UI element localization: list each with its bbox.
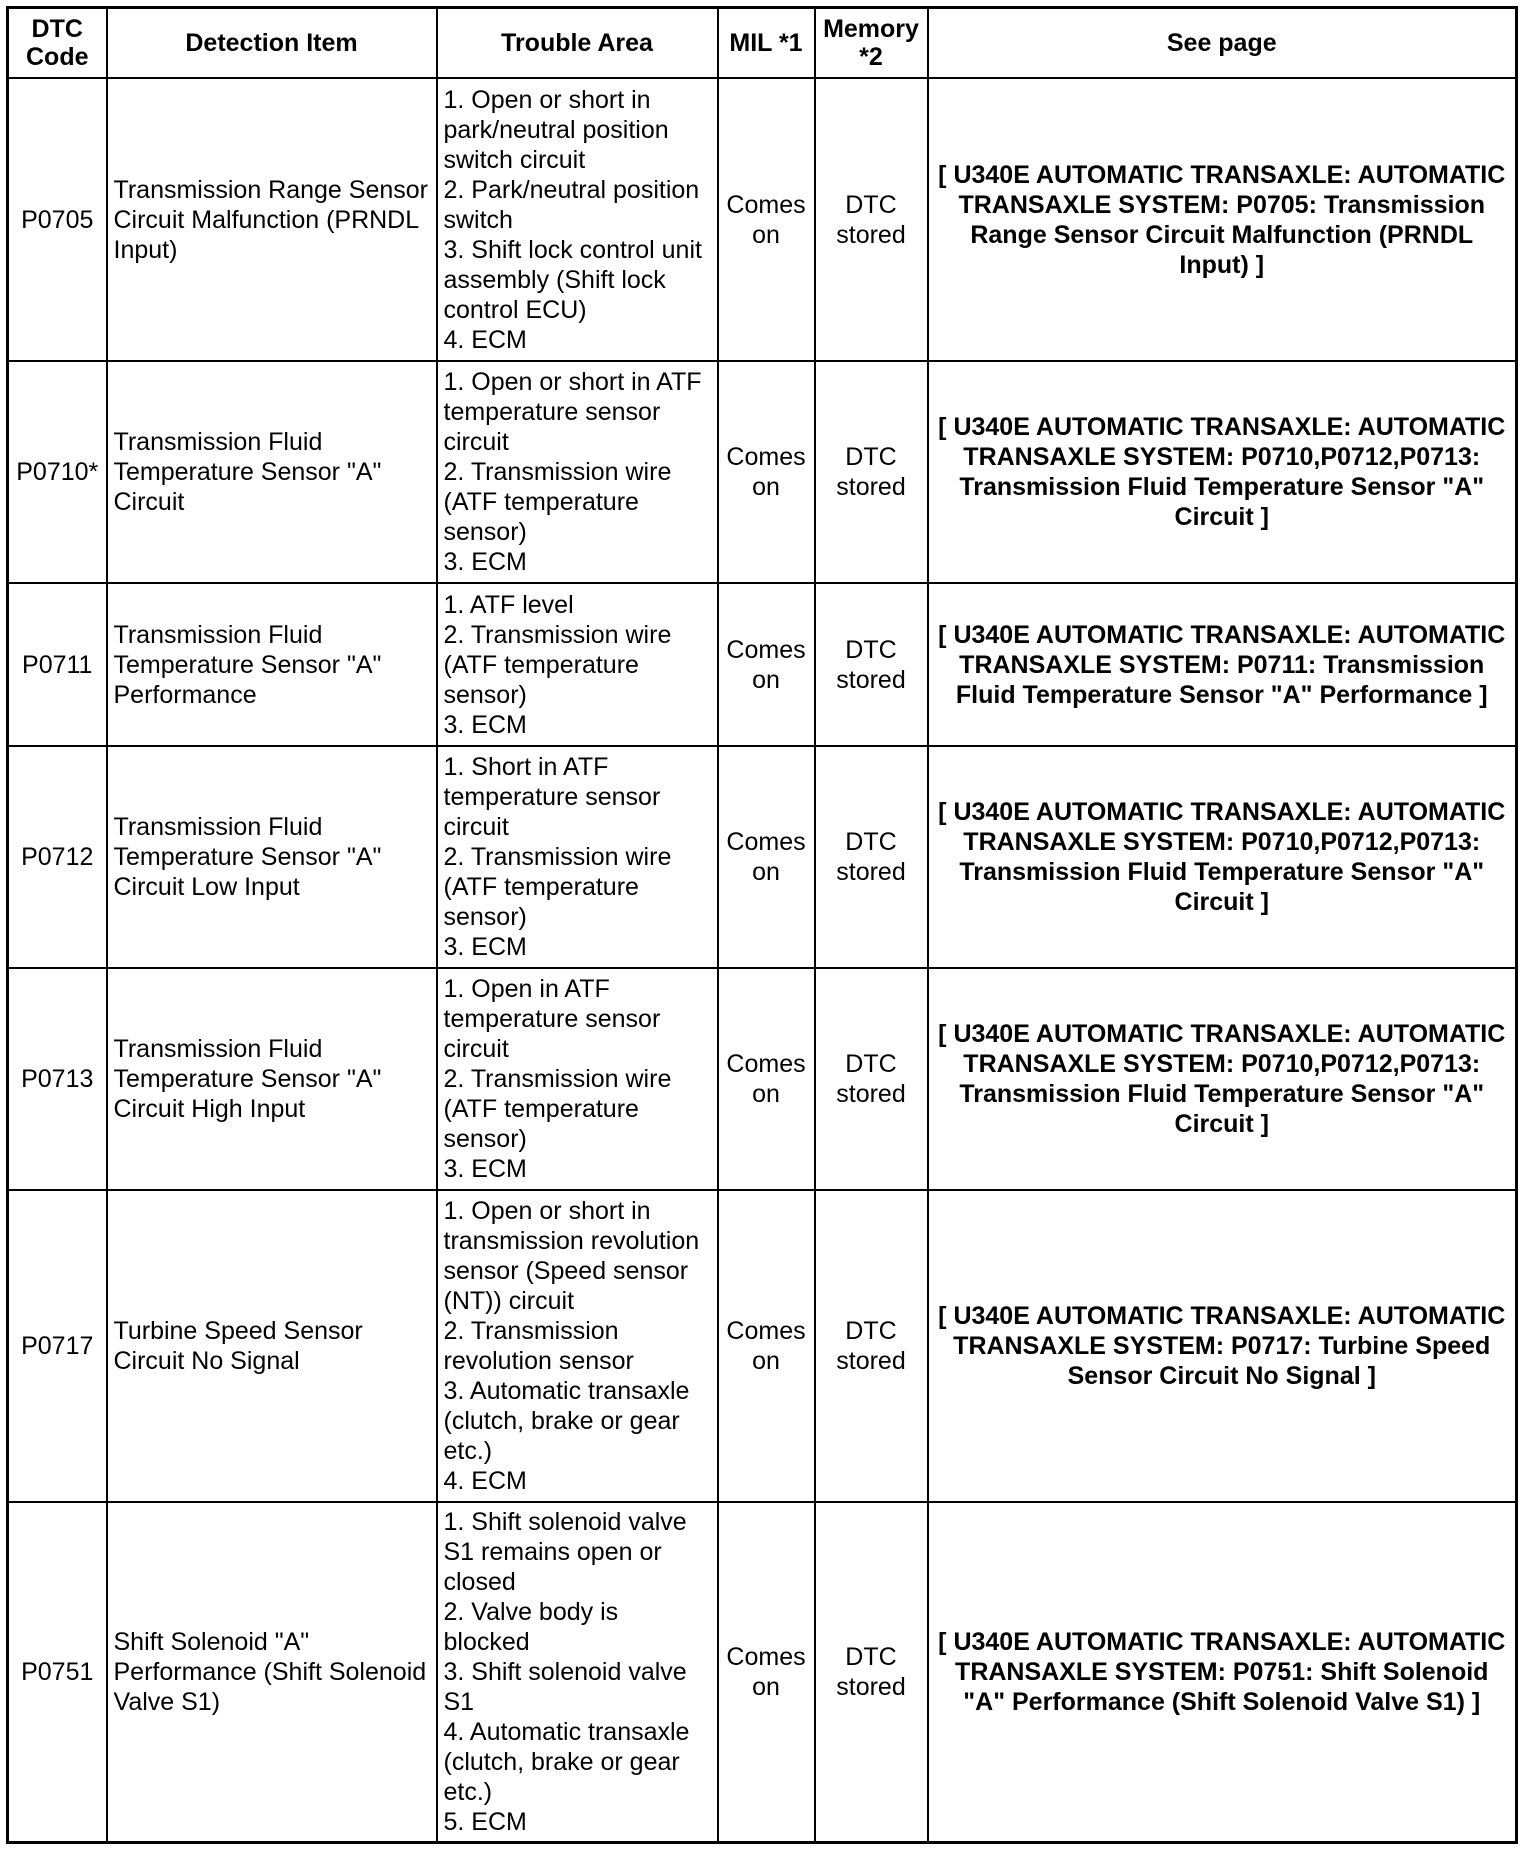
see-page-link[interactable]: [ U340E AUTOMATIC TRANSAXLE: AUTOMATIC TRANSAXLE SYSTEM: P0711: Transmission Fluid Temperature Sensor "A" Performance ]	[928, 583, 1517, 746]
header-memory: Memory *2	[815, 8, 928, 79]
header-trouble-area: Trouble Area	[437, 8, 718, 79]
dtc-code-cell: P0717	[8, 1190, 107, 1502]
see-page-link[interactable]: [ U340E AUTOMATIC TRANSAXLE: AUTOMATIC TRANSAXLE SYSTEM: P0710,P0712,P0713: Transmission Fluid Temperature Sensor "A" Circuit ]	[928, 746, 1517, 968]
detection-item-cell: Transmission Fluid Temperature Sensor "A" Circuit Low Input	[107, 746, 437, 968]
table-row	[8, 78, 1517, 361]
mil-cell: Comes on	[718, 1190, 815, 1502]
trouble-area-line: 3. ECM	[443, 710, 527, 739]
trouble-area-cell	[437, 361, 718, 583]
trouble-area-line: 2. Transmission wire (ATF temperature sensor)	[443, 843, 679, 931]
detection-item-cell: Transmission Fluid Temperature Sensor "A" Performance	[107, 583, 437, 746]
dtc-chart-page	[6, 6, 1520, 1844]
mil-cell: Comes on	[718, 968, 815, 1190]
trouble-area-line: 2. Transmission wire (ATF temperature sensor)	[443, 620, 679, 709]
table-row	[8, 968, 1517, 1190]
trouble-area-line: 3. Shift solenoid valve S1	[443, 1657, 694, 1716]
trouble-area-line: 2. Transmission revolution sensor	[443, 1317, 634, 1375]
trouble-area-line: 5. ECM	[443, 1807, 527, 1836]
trouble-area-line: 1. ATF level	[443, 590, 574, 619]
trouble-area-line: 1. Open in ATF temperature sensor circuit	[443, 975, 668, 1063]
dtc-code-cell: P0710*	[8, 361, 107, 583]
memory-cell: DTC stored	[815, 1190, 928, 1502]
memory-cell: DTC stored	[815, 361, 928, 583]
header-mil: MIL *1	[718, 8, 815, 79]
trouble-area-line: 1. Shift solenoid valve S1 remains open or closed	[443, 1507, 694, 1596]
mil-cell: Comes on	[718, 78, 815, 361]
detection-item-cell: Transmission Fluid Temperature Sensor "A" Circuit High Input	[107, 968, 437, 1190]
trouble-area-line: 1. Open or short in park/neutral position switch circuit	[443, 85, 676, 174]
detection-item-cell: Transmission Range Sensor Circuit Malfunction (PRNDL Input)	[107, 78, 437, 361]
detection-item-cell: Transmission Fluid Temperature Sensor "A" Circuit	[107, 361, 437, 583]
trouble-area-line: 3. ECM	[443, 548, 527, 576]
trouble-area-line: 4. Automatic transaxle (clutch, brake or gear etc.)	[443, 1717, 697, 1806]
trouble-area-cell	[437, 1190, 718, 1502]
table-row	[8, 1502, 1517, 1842]
mil-cell: Comes on	[718, 361, 815, 583]
trouble-area-line: 3. ECM	[443, 933, 527, 961]
memory-cell: DTC stored	[815, 968, 928, 1190]
header-row	[8, 8, 1517, 79]
mil-cell: Comes on	[718, 746, 815, 968]
trouble-area-line: 4. ECM	[443, 325, 527, 354]
see-page-link[interactable]: [ U340E AUTOMATIC TRANSAXLE: AUTOMATIC TRANSAXLE SYSTEM: P0710,P0712,P0713: Transmission Fluid Temperature Sensor "A" Circuit ]	[928, 361, 1517, 583]
trouble-area-line: 1. Open or short in transmission revolution sensor (Speed sensor (NT)) circuit	[443, 1197, 707, 1315]
detection-item-cell: Turbine Speed Sensor Circuit No Signal	[107, 1190, 437, 1502]
header-dtc-code: DTC Code	[8, 8, 107, 79]
table-row	[8, 583, 1517, 746]
table-row	[8, 361, 1517, 583]
see-page-link[interactable]: [ U340E AUTOMATIC TRANSAXLE: AUTOMATIC TRANSAXLE SYSTEM: P0717: Turbine Speed Sensor Circuit No Signal ]	[928, 1190, 1517, 1502]
dtc-code-cell: P0712	[8, 746, 107, 968]
table-row	[8, 1190, 1517, 1502]
see-page-link[interactable]: [ U340E AUTOMATIC TRANSAXLE: AUTOMATIC TRANSAXLE SYSTEM: P0710,P0712,P0713: Transmission Fluid Temperature Sensor "A" Circuit ]	[928, 968, 1517, 1190]
detection-item-cell: Shift Solenoid "A" Performance (Shift Solenoid Valve S1)	[107, 1502, 437, 1842]
table-row	[8, 746, 1517, 968]
trouble-area-line: 2. Park/neutral position switch	[443, 175, 707, 234]
trouble-area-line: 2. Transmission wire (ATF temperature sensor)	[443, 1065, 679, 1153]
memory-cell: DTC stored	[815, 1502, 928, 1842]
trouble-area-line: 3. ECM	[443, 1155, 527, 1183]
mil-cell: Comes on	[718, 1502, 815, 1842]
see-page-link[interactable]: [ U340E AUTOMATIC TRANSAXLE: AUTOMATIC TRANSAXLE SYSTEM: P0705: Transmission Range Sensor Circuit Malfunction (PRNDL Input) ]	[928, 78, 1517, 361]
see-page-link[interactable]: [ U340E AUTOMATIC TRANSAXLE: AUTOMATIC TRANSAXLE SYSTEM: P0751: Shift Solenoid "A" Performance (Shift Solenoid Valve S1) ]	[928, 1502, 1517, 1842]
trouble-area-line: 3. Automatic transaxle (clutch, brake or gear etc.)	[443, 1377, 697, 1465]
dtc-code-cell: P0711	[8, 583, 107, 746]
dtc-code-cell: P0751	[8, 1502, 107, 1842]
trouble-area-line: 2. Valve body is blocked	[443, 1597, 626, 1656]
trouble-area-cell	[437, 746, 718, 968]
memory-cell: DTC stored	[815, 746, 928, 968]
dtc-code-cell: P0705	[8, 78, 107, 361]
trouble-area-line: 1. Short in ATF temperature sensor circuit	[443, 753, 668, 841]
mil-cell: Comes on	[718, 583, 815, 746]
dtc-table	[6, 6, 1518, 1844]
header-detection-item: Detection Item	[107, 8, 437, 79]
trouble-area-cell	[437, 583, 718, 746]
trouble-area-cell	[437, 1502, 718, 1842]
trouble-area-cell	[437, 78, 718, 361]
header-see-page: See page	[928, 8, 1517, 79]
trouble-area-line: 3. Shift lock control unit assembly (Shift lock control ECU)	[443, 235, 709, 324]
trouble-area-line: 1. Open or short in ATF temperature sensor circuit	[443, 368, 709, 456]
memory-cell: DTC stored	[815, 78, 928, 361]
memory-cell: DTC stored	[815, 583, 928, 746]
trouble-area-cell	[437, 968, 718, 1190]
dtc-code-cell: P0713	[8, 968, 107, 1190]
trouble-area-line: 2. Transmission wire (ATF temperature sensor)	[443, 458, 679, 546]
trouble-area-line: 4. ECM	[443, 1467, 527, 1495]
